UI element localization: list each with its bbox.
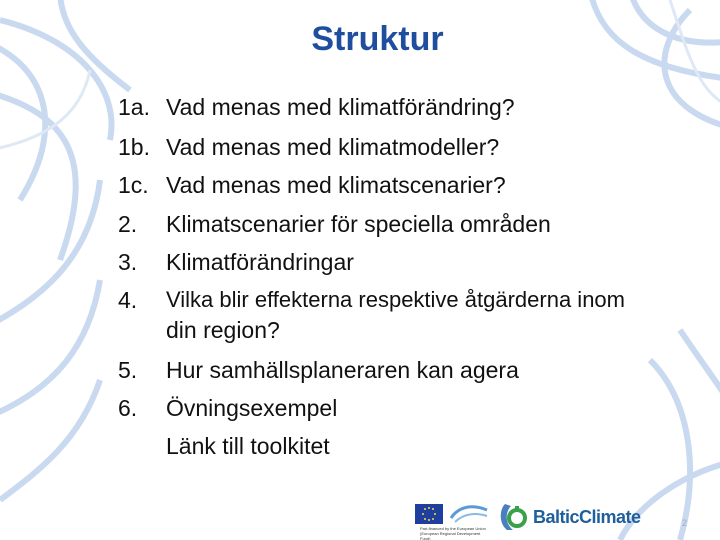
page-number: 2 [682, 518, 688, 528]
eu-funding-text: Part-financed by the European Union (European Regional Development Fund) [420, 526, 486, 540]
item-text-continued: din region? [166, 317, 280, 343]
item-text: Övningsexempel [166, 395, 338, 421]
balticclimate-logo-icon [497, 500, 533, 534]
item-number: 1b. [118, 134, 150, 160]
footer-logos [415, 498, 715, 538]
item-number: 1a. [118, 94, 150, 120]
item-text: Vad menas med klimatförändring? [166, 94, 515, 120]
eu-flag-icon [415, 504, 443, 524]
item-text: Vad menas med klimatmodeller? [166, 134, 500, 160]
item-number: 6. [118, 395, 138, 421]
item-number: 2. [118, 211, 138, 237]
item-text: Hur samhällsplaneraren kan agera [166, 357, 519, 383]
item-number: 3. [118, 249, 138, 275]
slide-title: Struktur [311, 20, 444, 58]
balticclimate-logo-text: BalticClimate [533, 507, 641, 527]
item-text: Klimatförändringar [166, 249, 354, 275]
item-text: Klimatscenarier för speciella områden [166, 211, 551, 237]
item-number: 4. [118, 287, 138, 313]
baltic-sea-region-logo [449, 502, 489, 524]
item-number: 5. [118, 357, 138, 383]
item-text: Vilka blir effekterna respektive åtgärderna inom [166, 287, 625, 312]
toolkit-link[interactable]: Länk till toolkitet [166, 433, 330, 459]
item-number: 1c. [118, 172, 149, 198]
item-text: Vad menas med klimatscenarier? [166, 172, 506, 198]
